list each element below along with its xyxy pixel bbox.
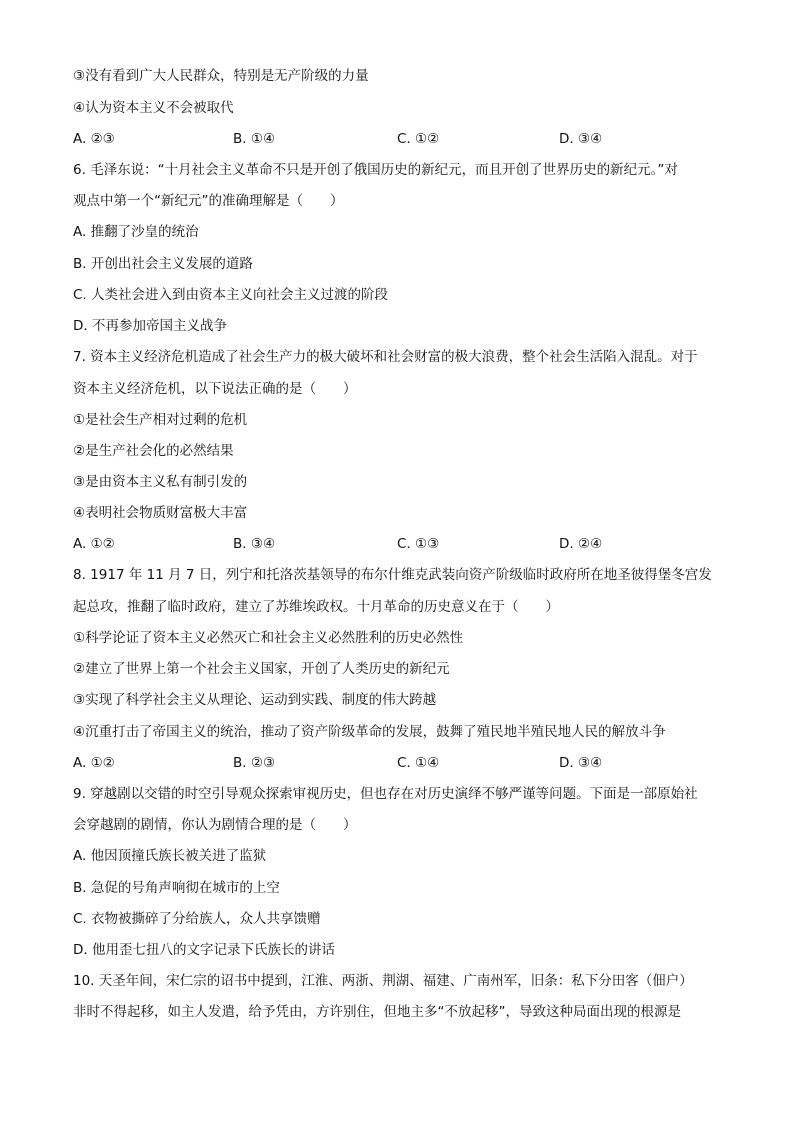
option-c: C. ①② <box>397 131 440 147</box>
question-8-answer-options <box>73 753 733 773</box>
question-7-stem-line-1: 7. 资本主义经济危机造成了社会生产力的极大破坏和社会财富的极大浪费，整个社会生活陷入混乱。对于 <box>73 349 698 365</box>
question-7-answer-options <box>73 534 733 554</box>
option-b: B. ①④ <box>233 131 276 147</box>
question-8-stem-line-2: 起总攻，推翻了临时政府，建立了苏维埃政权。十月革命的历史意义在于（ ） <box>73 599 559 615</box>
option-c: C. ①④ <box>397 755 440 771</box>
option-a: A. ①② <box>73 536 115 552</box>
question-10-stem-line-2: 非时不得起移，如主人发遣，给予凭由，方许别住，但地主多“不放起移”，导致这种局面出现的根源是 <box>73 1004 681 1020</box>
question-9-option-d: D. 他用歪七扭八的文字记录下氏族长的讲话 <box>73 942 335 958</box>
option-b: B. ②③ <box>233 755 276 771</box>
question-7-statement-4: ④表明社会物质财富极大丰富 <box>73 505 248 521</box>
option-a: A. ①② <box>73 755 115 771</box>
question-6-stem-line-1: 6. 毛泽东说：“十月社会主义革命不只是开创了俄国历史的新纪元，而且开创了世界历史的新纪元。”对 <box>73 162 678 178</box>
answer-options <box>73 129 733 149</box>
question-6-option-d: D. 不再参加帝国主义战争 <box>73 318 227 334</box>
question-9-option-c: C. 衣物被撕碎了分给族人，众人共享馈赠 <box>73 911 321 927</box>
question-9-option-a: A. 他因顶撞氏族长被关进了监狱 <box>73 848 267 864</box>
question-8-statement-4: ④沉重打击了帝国主义的统治，推动了资产阶级革命的发展，鼓舞了殖民地半殖民地人民的解放斗争 <box>73 724 666 740</box>
option-d: D. ②④ <box>559 536 603 552</box>
option-b: B. ③④ <box>233 536 276 552</box>
question-8-statement-1: ①科学论证了资本主义必然灭亡和社会主义必然胜利的历史必然性 <box>73 630 464 646</box>
statement-3: ③没有看到广大人民群众，特别是无产阶级的力量 <box>73 68 369 84</box>
question-6-option-c: C. 人类社会进入到由资本主义向社会主义过渡的阶段 <box>73 287 389 303</box>
question-7-statement-1: ①是社会生产相对过剩的危机 <box>73 412 248 428</box>
question-7-stem-line-2: 资本主义经济危机，以下说法正确的是（ ） <box>73 381 357 397</box>
question-8-statement-2: ②建立了世界上第一个社会主义国家，开创了人类历史的新纪元 <box>73 661 450 677</box>
question-7-statement-2: ②是生产社会化的必然结果 <box>73 443 234 459</box>
question-8-stem-line-1: 8. 1917 年 11 月 7 日，列宁和托洛茨基领导的布尔什维克武装向资产阶级临时政府所在地圣彼得堡冬宫发 <box>73 567 712 583</box>
question-6-stem-line-2: 观点中第一个“新纪元”的准确理解是（ ） <box>73 193 344 209</box>
question-8-statement-3: ③实现了科学社会主义从理论、运动到实践、制度的伟大跨越 <box>73 692 437 708</box>
option-d: D. ③④ <box>559 755 603 771</box>
question-6-option-b: B. 开创出社会主义发展的道路 <box>73 256 253 272</box>
question-6-option-a: A. 推翻了沙皇的统治 <box>73 224 199 240</box>
statement-4: ④认为资本主义不会被取代 <box>73 100 234 116</box>
option-d: D. ③④ <box>559 131 603 147</box>
question-9-stem-line-2: 会穿越剧的剧情，你认为剧情合理的是（ ） <box>73 817 357 833</box>
question-7-statement-3: ③是由资本主义私有制引发的 <box>73 474 248 490</box>
question-9-option-b: B. 急促的号角声响彻在城市的上空 <box>73 880 280 896</box>
question-10-stem-line-1: 10. 天圣年间，宋仁宗的诏书中提到，江淮、两浙、荆湖、福建、广南州军，旧条：私下分田客（佃户） <box>73 973 693 989</box>
option-c: C. ①③ <box>397 536 440 552</box>
option-a: A. ②③ <box>73 131 115 147</box>
question-9-stem-line-1: 9. 穿越剧以交错的时空引导观众探索审视历史，但也存在对历史演绎不够严谨等问题。下面是一部原始社 <box>73 786 698 802</box>
